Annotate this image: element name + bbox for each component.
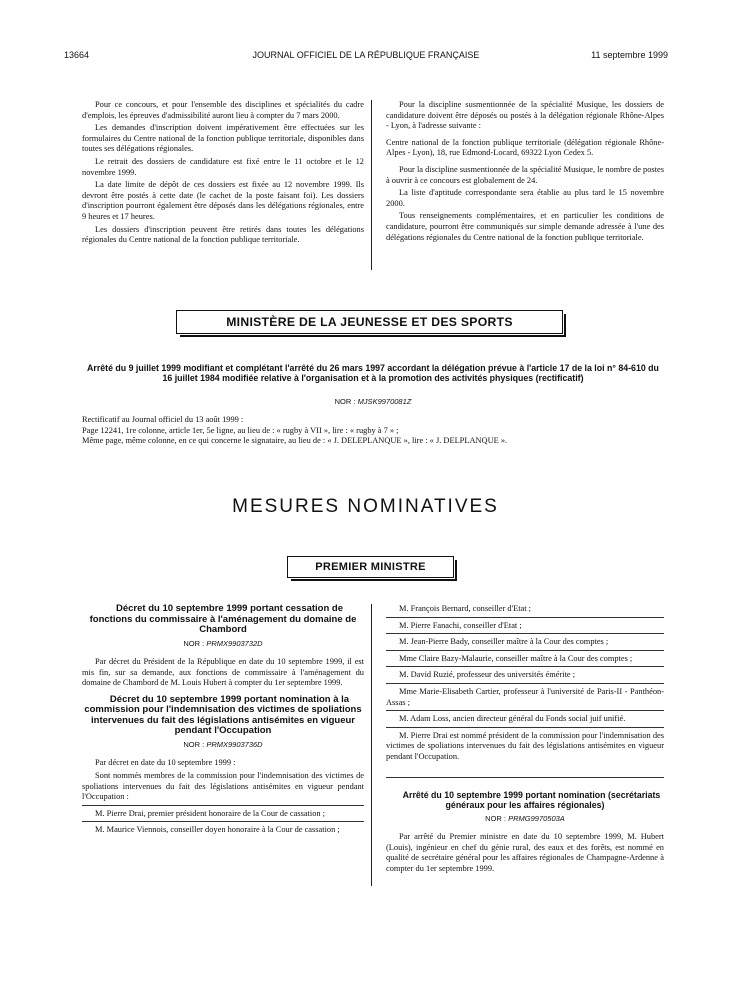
divider [386,617,664,618]
member-line: M. David Ruzié, professeur des universités émérite ; [399,670,576,680]
divider [82,805,364,806]
paragraph: Les dossiers d'inscription peuvent être retirés dans toutes les délégations régionales du Centre national de la fonction publique territoriale. [82,224,364,245]
nor-label: NOR : [183,638,205,648]
ministry-heading: MINISTÈRE DE LA JEUNESSE ET DES SPORTS [226,315,513,329]
nor-code: PRMG9970503A [508,813,565,823]
rectificatif-block [82,415,672,447]
divider [386,727,664,728]
paragraph: Pour la discipline susmentionnée de la spécialité Musique, le nombre de postes à ouvrir à ce concours est globalement de 24. [386,164,664,185]
paragraph: Par décret en date du 10 septembre 1999 : [95,758,236,768]
nor-code: PRMX9903732D [206,638,263,648]
nor-code: MJSK9970081Z [357,397,412,406]
nor-reference [82,740,364,751]
address-paragraph: Centre national de la fonction publique territoriale (délégation régionale Rhône-Alpes - Lyon), 18, rue Edmond-Locard, 69322 Lyon Cedex 5. [386,137,664,158]
rectificatif-line: Rectificatif au Journal officiel du 13 août 1999 : [82,415,244,424]
column-divider [371,100,372,270]
divider [386,683,664,684]
arrete-sports-title: Arrêté du 9 juillet 1999 modifiant et complétant l'arrêté du 26 mars 1997 accordant la délégation prévue à l'article 17 de la loi n° 84-610 du 16 juillet 1984 modifiée relative à l'organisation et à la promotion des activités physiques (rectificatif) [87,363,659,383]
bottom-right-column [386,604,664,877]
member-line: M. Pierre Drai, premier président honoraire de la Cour de cassation ; [95,808,326,818]
page-number: 13664 [64,50,90,60]
member-line: M. Adam Loss, ancien directeur général du Fonds social juif unifié. [399,714,626,724]
paragraph: Pour la discipline susmentionnée de la spécialité Musique, les dossiers de candidature doivent être déposés ou postés à la délégation régionale Rhône-Alpes - Lyon, à l'adresse suivante : [386,100,664,131]
bottom-left-column [82,604,364,838]
divider [386,777,664,778]
mesures-nominatives-heading: MESURES NOMINATIVES [232,496,499,517]
nor-label: NOR : [334,397,356,406]
member-line: M. Pierre Fanachi, conseiller d'Etat ; [399,620,522,630]
paragraph: La date limite de dépôt de ces dossiers est fixée au 12 novembre 1999. Ils devront être postés à cette date (le cachet de la poste faisant foi). Les dossiers d'inscription pourront également être déposés dans les délégations régionales, entre 9 heures et 17 heures. [82,180,364,221]
column-divider [371,604,372,886]
divider [386,710,664,711]
nor-reference [82,397,664,406]
member-line: Mme Marie-Elisabeth Cartier, professeur à l'université de Paris-II - Panthéon-Assas ; [386,686,664,707]
paragraph: La liste d'aptitude correspondante sera établie au plus tard le 15 novembre 2000. [386,188,664,208]
top-right-column [386,100,664,245]
member-line: M. Jean-Pierre Bady, conseiller maître à la Cour des comptes ; [399,637,609,647]
page-header [64,50,668,64]
nor-reference [82,639,364,650]
arrete3-body: Par arrêté du Premier ministre en date du 10 septembre 1999, M. Hubert (Louis), ingénieur en chef du génie rural, des eaux et des forêts, est nommé en qualité de secrétaire général pour les affaires régionales de Champagne-Ardenne à compter du 1er septembre 1999. [386,832,664,873]
divider [386,666,664,667]
arrete3-title: Arrêté du 10 septembre 1999 portant nomination (secrétariats généraux pour les affaires régionales) [402,789,661,811]
rectificatif-line: Page 12241, 1re colonne, article 1er, 5e ligne, au lieu de : « rugby à VII », lire : « rugby à 7 » ; [82,425,399,435]
decret1-body: Par décret du Président de la République en date du 10 septembre 1999, il est mis fin, sur sa demande, aux fonctions de commissaire à l'aménagement du domaine de Chambord de M. Louis Hubert à compter du 1er septembre 1999. [82,657,364,688]
top-left-column [82,100,364,248]
member-line: M. François Bernard, conseiller d'Etat ; [399,604,531,613]
nor-reference [386,814,664,825]
decret1-title: Décret du 10 septembre 1999 portant cessation de fonctions du commissaire à l'aménagement du domaine de Chambord [89,603,357,635]
divider [82,821,364,822]
paragraph: Tous renseignements complémentaires, et en particulier les conditions de candidature, pourront être communiqués sur simple demande adressée à l'une des délégations régionales du Centre national de la fonction publique territoriale. [386,211,664,242]
member-line: M. Maurice Viennois, conseiller doyen honoraire à la Cour de cassation ; [95,825,340,835]
ministry-heading-box [176,310,563,334]
divider [386,633,664,634]
paragraph: Les demandes d'inscription doivent impérativement être effectuées sur les formulaires du Centre national de la fonction publique territoriale, disponibles dans toutes ses délégations régionales. [82,123,364,154]
issue-date: 11 septembre 1999 [591,50,668,60]
nor-label: NOR : [183,739,205,749]
president-paragraph: M. Pierre Drai est nommé président de la commission pour l'indemnisation des victimes de spoliations intervenues du fait des législations antisémites en vigueur pendant l'Occupation. [386,730,664,761]
paragraph: Pour ce concours, et pour l'ensemble des disciplines et spécialités du cadre d'emplois, les épreuves d'admissibilité auront lieu à compter du 7 mars 2000. [82,100,364,120]
paragraph: Le retrait des dossiers de candidature est fixé entre le 11 octobre et le 12 novembre 1999. [82,156,364,177]
rectificatif-line: Même page, même colonne, en ce qui concerne le signataire, au lieu de : « J. DELEPLANQUE », lire : « J. DELPLANQUE ». [82,436,508,446]
nor-code: PRMX9903736D [206,739,263,749]
decret2-title: Décret du 10 septembre 1999 portant nomination à la commission pour l'indemnisation des victimes de spoliations intervenues du fait des législations antisémites en vigueur pendant l'Occupation [84,693,362,737]
premier-ministre-heading: PREMIER MINISTRE [315,561,426,573]
member-line: Mme Claire Bazy-Malaurie, conseiller maître à la Cour des comptes ; [399,653,633,663]
paragraph: Sont nommés membres de la commission pour l'indemnisation des victimes de spoliations intervenues du fait des législations antisémites en vigueur pendant l'Occupation : [82,771,364,802]
divider [386,650,664,651]
premier-ministre-box [287,556,454,578]
journal-title: JOURNAL OFFICIEL DE LA RÉPUBLIQUE FRANÇAISE [252,50,480,60]
nor-label: NOR : [485,813,507,823]
